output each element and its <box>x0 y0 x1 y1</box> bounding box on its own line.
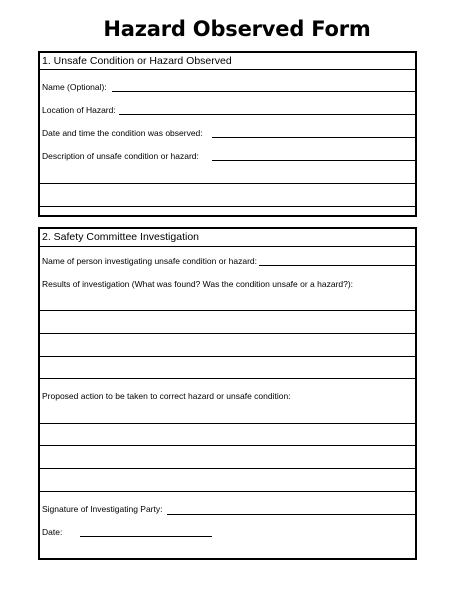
results-label: Results of investigation (What was found? Was the condition unsafe or a hazard?): <box>42 279 354 289</box>
investigator-field[interactable] <box>259 265 415 266</box>
description-label: Description of unsafe condition or hazard: <box>42 151 199 161</box>
date-field[interactable] <box>80 536 212 537</box>
description-field[interactable] <box>212 160 415 161</box>
name-field[interactable] <box>112 91 415 92</box>
results-line[interactable] <box>40 333 415 334</box>
name-label: Name (Optional): <box>42 82 107 92</box>
section-unsafe-condition <box>38 51 417 217</box>
form-title: Hazard Observed Form <box>103 17 371 41</box>
signature-field[interactable] <box>167 514 415 515</box>
section-header-text: 1. Unsafe Condition or Hazard Observed <box>42 55 232 67</box>
section-header <box>40 53 415 70</box>
action-label: Proposed action to be taken to correct hazard or unsafe condition: <box>42 391 291 401</box>
section-header <box>40 229 415 247</box>
action-line[interactable] <box>40 423 415 424</box>
section-header-text: 2. Safety Committee Investigation <box>42 231 199 243</box>
location-label: Location of Hazard: <box>42 105 116 115</box>
description-line[interactable] <box>40 206 415 207</box>
description-line[interactable] <box>40 183 415 184</box>
investigator-label: Name of person investigating unsafe condition or hazard: <box>42 256 257 266</box>
action-line[interactable] <box>40 468 415 469</box>
datetime-label: Date and time the condition was observed: <box>42 128 203 138</box>
results-line[interactable] <box>40 310 415 311</box>
results-line[interactable] <box>40 356 415 357</box>
action-line[interactable] <box>40 445 415 446</box>
section-safety-committee <box>38 227 417 560</box>
location-field[interactable] <box>119 114 415 115</box>
action-line[interactable] <box>40 491 415 492</box>
datetime-field[interactable] <box>212 137 415 138</box>
signature-label: Signature of Investigating Party: <box>42 504 163 514</box>
date-label: Date: <box>42 527 63 537</box>
results-line[interactable] <box>40 378 415 379</box>
